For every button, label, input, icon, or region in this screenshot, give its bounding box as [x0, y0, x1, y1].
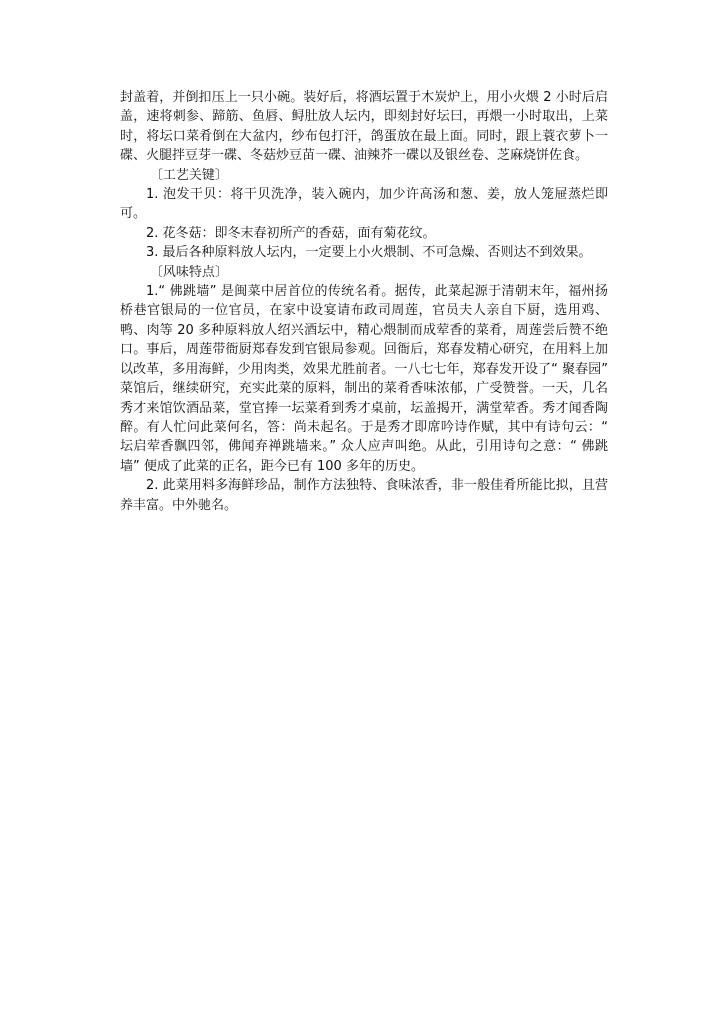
document-page: [120, 88, 608, 515]
tip-item: 1. 泡发干贝：将干贝洗净，装入碗内，加少许高汤和葱、姜，放人笼屉蒸烂即可。: [120, 187, 608, 222]
section-heading-flavor-features: 〔风味特点〕: [149, 264, 228, 280]
feature-item: 2. 此菜用料多海鲜珍品，制作方法独特、食味浓香，非一般佳肴所能比拟，且营养丰富。中外驰名。: [120, 478, 608, 513]
section-heading-process-keys: 〔工艺关键〕: [149, 167, 228, 183]
tip-item: 3. 最后各种原料放人坛内，一定要上小火煨制、不可急燥、否则达不到效果。: [146, 245, 592, 261]
feature-item: 1.“ 佛跳墙” 是闽菜中居首位的传统名肴。据传，此菜起源于清朝末年，福州扬桥巷官银局的一位官员，在家中设宴请布政司周莲，官员夫人亲自下厨，选用鸡、鸭、肉等 20 多种原料放人绍兴酒坛中，精心煨制而成荤香的菜肴，周莲尝后赞不绝口。事后，周莲带衙厨郑春发到官银局参观。回衙后，郑春发精心研究，在用料上加以改革，多用海鲜，少用肉类，效果尤胜前者。一八七七年，郑春发开设了“ 聚春园” 菜馆后，继续研究，充实此菜的原料，制出的菜肴香味浓郁，广受赞誉。一天，几名秀才来馆饮酒品菜，堂官捧一坛菜肴到秀才桌前，坛盖揭开，满堂荤香。秀才闻香陶醉。有人忙问此菜何名，答：尚未起名。于是秀才即席吟诗作赋，其中有诗句云：“ 坛启荤香飘四邻，佛闻弃禅跳墙来。” 众人应声叫绝。从此，引用诗句之意：“ 佛跳墙” 便成了此菜的正名，距今已有 100 多年的历史。: [120, 284, 608, 474]
intro-paragraph: 封盖着，并倒扣压上一只小碗。装好后，将酒坛置于木炭炉上，用小火煨 2 小时后启盖，速将刺参、蹄筋、鱼唇、鲟肚放人坛内，即刻封好坛曰，再煨一小时取出，上菜时，将坛口菜肴倒在大盆内，纱布包打汗，鸽蛋放在最上面。同时，跟上蓑衣萝卜一碟、火腿拌豆芽一碟、冬菇炒豆苗一碟、油辣芥一碟以及银丝卷、芝麻烧饼佐食。: [120, 90, 608, 164]
tip-item: 2. 花冬菇：即冬末春初所产的香菇，面有菊花纹。: [146, 225, 436, 241]
